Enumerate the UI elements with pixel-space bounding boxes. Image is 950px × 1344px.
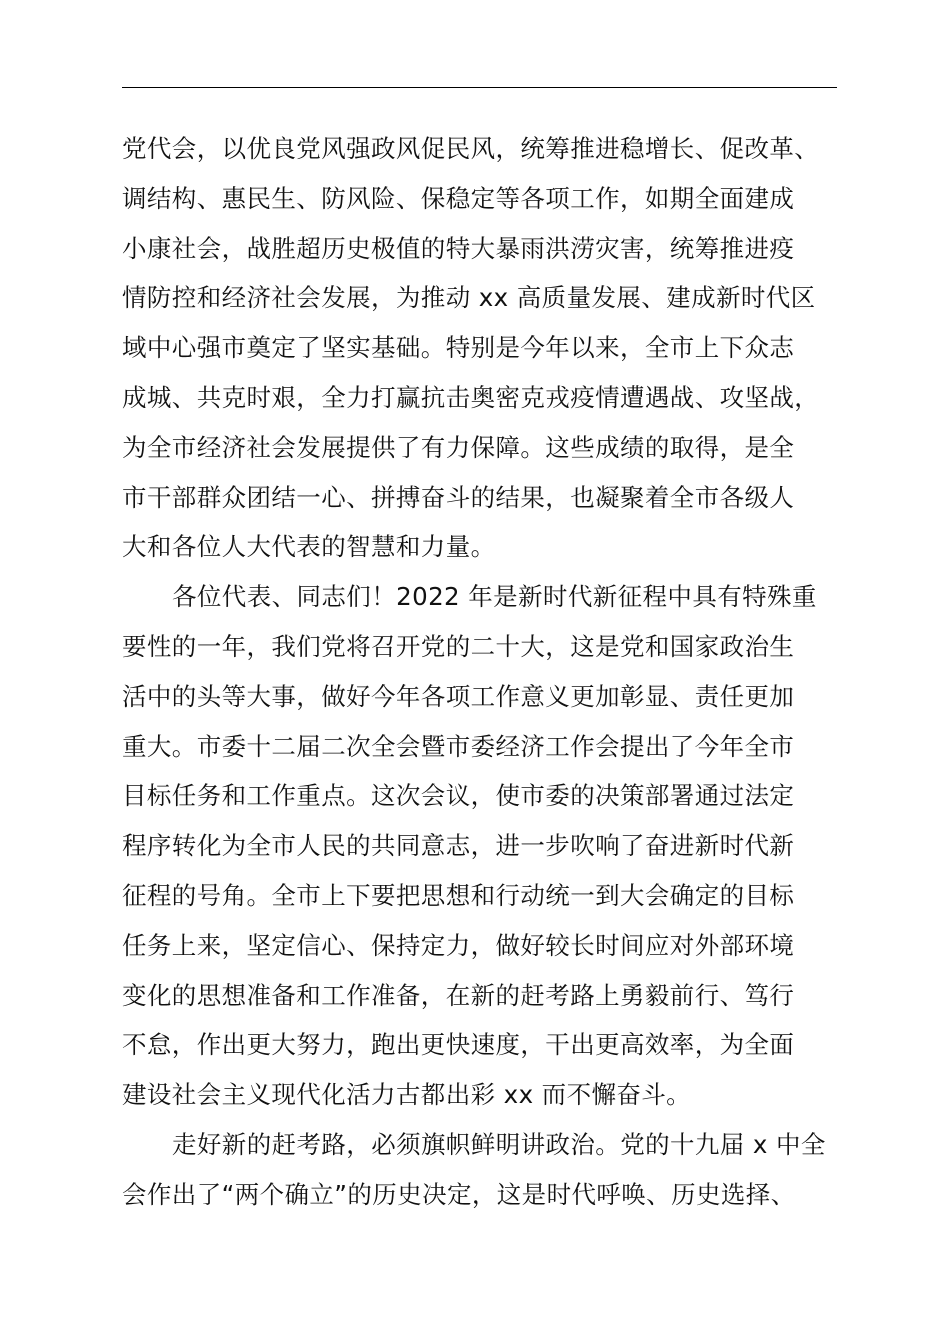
paragraph-2 <box>122 572 837 1120</box>
text-line: 域中心强市奠定了坚实基础。特别是今年以来，全市上下众志 <box>122 333 795 363</box>
text-line: 重大。市委十二届二次全会暨市委经济工作会提出了今年全市 <box>122 731 795 761</box>
paragraph-3 <box>122 1120 837 1220</box>
paragraph-1 <box>122 124 837 572</box>
text-line: 成城、共克时艰，全力打赢抗击奥密克戎疫情遭遇战、攻坚战， <box>122 382 820 412</box>
text-line: 任务上来，坚定信心、保持定力，做好较长时间应对外部环境 <box>122 930 795 960</box>
text-line: 建设社会主义现代化活力古都出彩 xx 而不懈奋斗。 <box>122 1080 692 1110</box>
text-line: 目标任务和工作重点。这次会议，使市委的决策部署通过法定 <box>122 781 795 811</box>
text-line: 征程的号角。全市上下要把思想和行动统一到大会确定的目标 <box>122 880 795 910</box>
text-line-indented: 各位代表、同志们！2022 年是新时代新征程中具有特殊重 <box>172 582 817 612</box>
text-line: 党代会，以优良党风强政风促民风，统筹推进稳增长、促改革、 <box>122 134 820 163</box>
text-line: 程序转化为全市人民的共同意志，进一步吹响了奋进新时代新 <box>122 831 795 861</box>
document-body <box>122 124 837 1220</box>
text-line: 要性的一年，我们党将召开党的二十大，这是党和国家政治生 <box>122 631 795 661</box>
text-line: 调结构、惠民生、防风险、保稳定等各项工作，如期全面建成 <box>122 183 795 213</box>
text-line: 活中的头等大事，做好今年各项工作意义更加彰显、责任更加 <box>122 681 795 711</box>
text-line: 会作出了“两个确立”的历史决定，这是时代呼唤、历史选择、 <box>122 1179 796 1209</box>
text-line: 情防控和经济社会发展，为推动 xx 高质量发展、建成新时代区 <box>122 283 816 313</box>
text-line: 大和各位人大代表的智慧和力量。 <box>122 532 496 562</box>
text-line-indented: 走好新的赶考路，必须旗帜鲜明讲政治。党的十九届 x 中全 <box>172 1129 826 1159</box>
text-line: 变化的思想准备和工作准备，在新的赶考路上勇毅前行、笃行 <box>122 980 795 1010</box>
text-line: 不怠，作出更大努力，跑出更快速度，干出更高效率，为全面 <box>122 1030 795 1060</box>
text-line: 为全市经济社会发展提供了有力保障。这些成绩的取得，是全 <box>122 432 795 462</box>
text-line: 小康社会，战胜超历史极值的特大暴雨洪涝灾害，统筹推进疫 <box>122 233 795 263</box>
text-line: 市干部群众团结一心、拼搏奋斗的结果，也凝聚着全市各级人 <box>122 482 795 512</box>
header-rule <box>122 87 837 88</box>
